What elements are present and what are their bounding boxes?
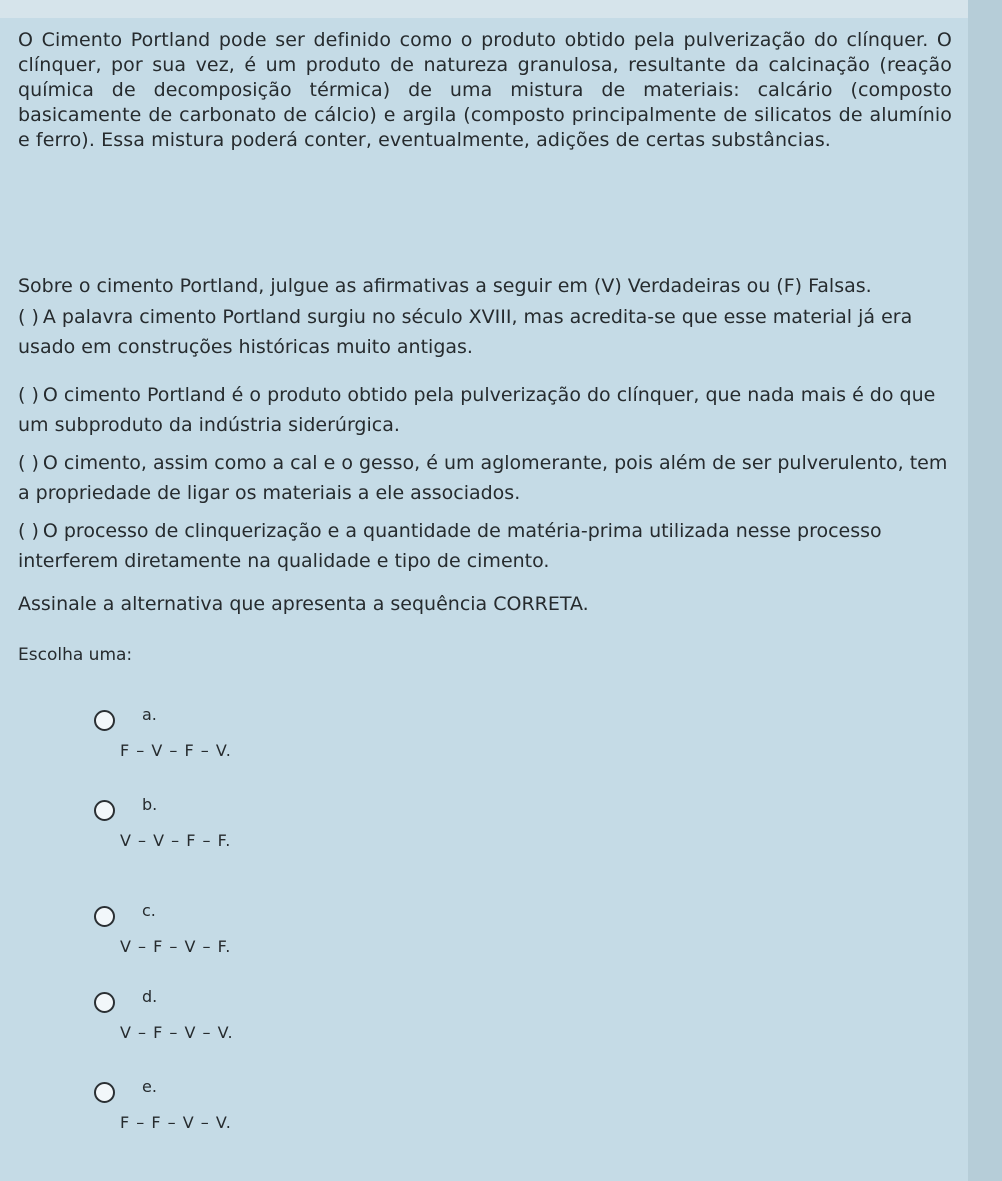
instruction: Assinale a alternativa que apresenta a sequência CORRETA.	[18, 593, 589, 615]
question-panel	[0, 18, 968, 1181]
top-strip	[0, 0, 1002, 18]
question-prompt: Sobre o cimento Portland, julgue as afirmativas a seguir em (V) Verdadeiras ou (F) Falsas.	[18, 275, 872, 297]
radio-button-d[interactable]	[94, 992, 115, 1013]
statement-4	[18, 516, 952, 576]
statement-paren: ( )	[18, 520, 39, 542]
option-d[interactable]	[94, 986, 494, 1046]
option-letter: d.	[142, 987, 158, 1006]
option-c[interactable]	[94, 900, 494, 960]
scrollbar-track[interactable]	[968, 0, 1002, 1181]
option-text: V – F – V – F.	[120, 937, 232, 956]
radio-button-b[interactable]	[94, 800, 115, 821]
option-b[interactable]	[94, 794, 494, 854]
option-text: V – F – V – V.	[120, 1023, 234, 1042]
option-a[interactable]	[94, 704, 494, 764]
statement-paren: ( )	[18, 384, 39, 406]
option-text: V – V – F – F.	[120, 831, 232, 850]
option-text: F – V – F – V.	[120, 741, 232, 760]
option-letter: a.	[142, 705, 157, 724]
statement-paren: ( )	[18, 306, 39, 328]
option-letter: b.	[142, 795, 158, 814]
radio-button-e[interactable]	[94, 1082, 115, 1103]
statement-paren: ( )	[18, 452, 39, 474]
option-e[interactable]	[94, 1076, 494, 1136]
radio-button-c[interactable]	[94, 906, 115, 927]
option-letter: e.	[142, 1077, 157, 1096]
statement-text: O cimento Portland é o produto obtido pela pulverização do clínquer, que nada mais é do que um subproduto da indústria siderúrgica.	[18, 384, 936, 436]
radio-button-a[interactable]	[94, 710, 115, 731]
option-text: F – F – V – V.	[120, 1113, 232, 1132]
statement-3	[18, 448, 952, 508]
statement-2	[18, 380, 952, 440]
statement-1	[18, 302, 952, 362]
choose-label: Escolha uma:	[18, 645, 133, 665]
statement-text: O cimento, assim como a cal e o gesso, é um aglomerante, pois além de ser pulverulento, tem a propriedade de ligar os materiais a ele associados.	[18, 452, 948, 504]
question-intro: O Cimento Portland pode ser definido como o produto obtido pela pulverização do clínquer. O clínquer, por sua vez, é um produto de natureza granulosa, resultante da calcinação (reação química de decomposição térmica) de uma mistura de materiais: calcário (composto basicamente de carbonato de cálcio) e argila (composto principalmente de silicatos de alumínio e ferro). Essa mistura poderá conter, eventualmente, adições de certas substâncias.	[18, 29, 952, 151]
statement-text: O processo de clinquerização e a quantidade de matéria-prima utilizada nesse processo interferem diretamente na qualidade e tipo de cimento.	[18, 520, 882, 572]
statement-text: A palavra cimento Portland surgiu no século XVIII, mas acredita-se que esse material já era usado em construções históricas muito antigas.	[18, 306, 913, 358]
option-letter: c.	[142, 901, 156, 920]
